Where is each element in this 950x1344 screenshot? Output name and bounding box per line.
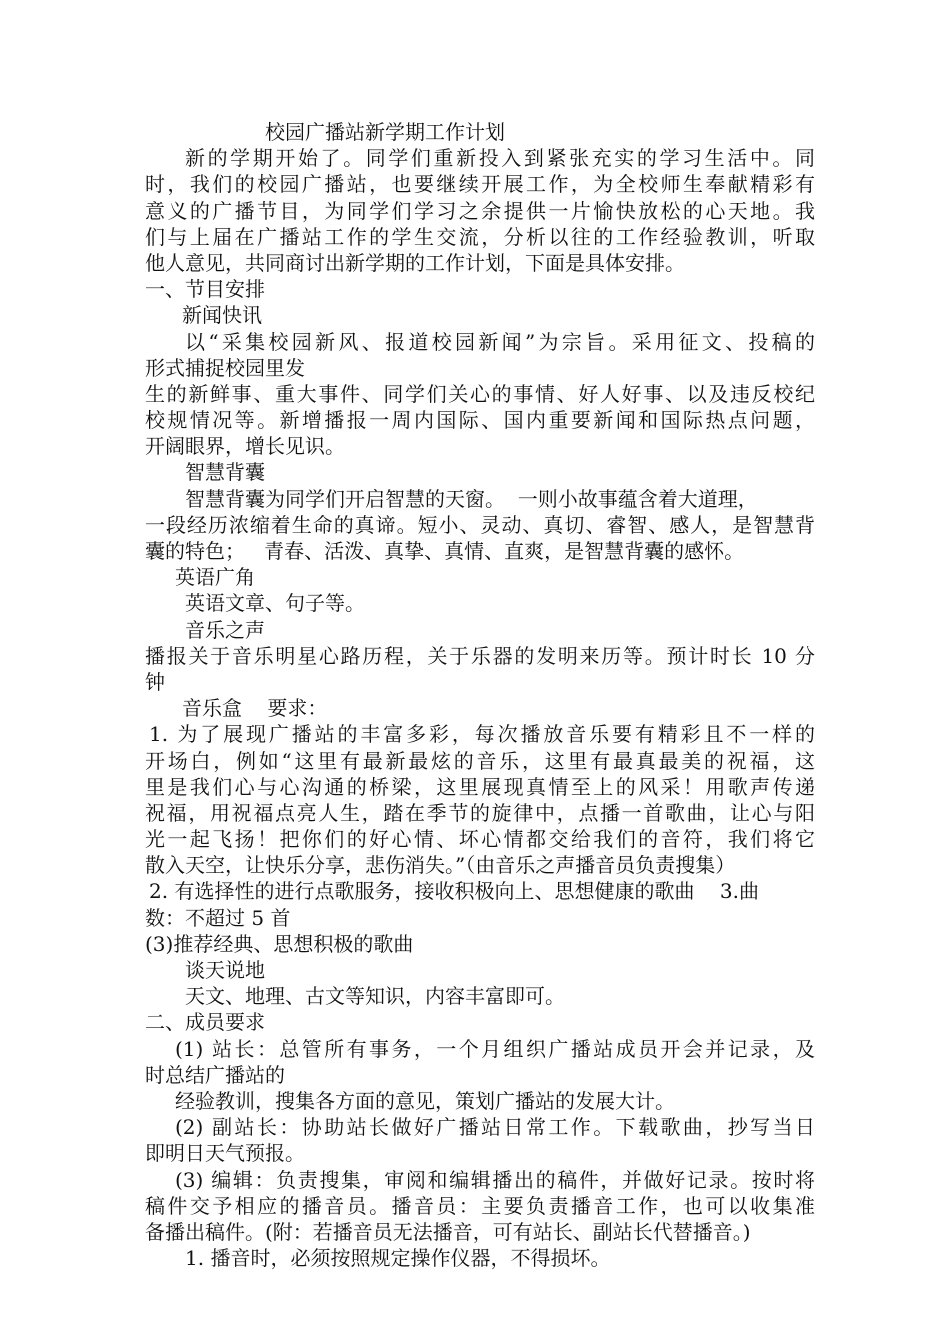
text-line: 光一起飞扬！把你们的好心情、坏心情都交给我们的音符，我们将它 — [145, 827, 815, 852]
subsection-heading: 新闻快讯 — [182, 303, 262, 328]
list-item: (3) 编辑：负责搜集，审阅和编辑播出的稿件，并做好记录。按时将 — [175, 1167, 815, 1192]
text-line: 时总结广播站的 — [145, 1062, 285, 1087]
text-line: 即明日天气预报。 — [145, 1141, 305, 1166]
text-line: 新的学期开始了。同学们重新投入到紧张充实的学习生活中。同 — [185, 146, 815, 171]
text-line: 英语文章、句子等。 — [185, 591, 365, 616]
text-line: 形式捕捉校园里发 — [145, 355, 305, 380]
text-line: 时，我们的校园广播站，也要继续开展工作，为全校师生奉献精彩有 — [145, 172, 815, 197]
section-heading: 二、成员要求 — [145, 1010, 265, 1035]
list-item: 1. 为了展现广播站的丰富多彩，每次播放音乐要有精彩且不一样的 — [149, 722, 815, 747]
subsection-heading: 英语广角 — [175, 565, 255, 590]
text-line: 散入天空，让快乐分享，悲伤消失。”（由音乐之声播音员负责搜集） — [145, 853, 736, 878]
text-line: 稿件交予相应的播音员。播音员：主要负责播音工作，也可以收集准 — [145, 1193, 815, 1218]
text-line: 经验教训，搜集各方面的意见，策划广播站的发展大计。 — [175, 1088, 675, 1113]
text-line: 钟 — [145, 669, 165, 694]
text-line: 智慧背囊为同学们开启智慧的天窗。 一则小故事蕴含着大道理， — [185, 486, 758, 511]
text-line: 开阔眼界，增长见识。 — [145, 434, 345, 459]
text-line: 以“采集校园新风、报道校园新闻”为宗旨。采用征文、投稿的 — [185, 329, 815, 354]
subsection-heading: 谈天说地 — [185, 958, 265, 982]
text-line: 们与上届在广播站工作的学生交流，分析以往的工作经验教训，听取 — [145, 224, 815, 249]
list-item: (2) 副站长：协助站长做好广播站日常工作。下载歌曲，抄写当日 — [175, 1115, 815, 1140]
text-line: 播报关于音乐明星心路历程，关于乐器的发明来历等。预计时长 10 分 — [145, 643, 815, 668]
section-heading: 一、节目安排 — [145, 277, 265, 302]
list-item: 1. 播音时，必须按照规定操作仪器，不得损坏。 — [185, 1246, 611, 1271]
list-item: 2. 有选择性的进行点歌服务，接收积极向上、思想健康的歌曲 3.曲 — [149, 879, 759, 904]
text-line: 意义的广播节目，为同学们学习之余提供一片愉快放松的心天地。我 — [145, 198, 815, 223]
list-item: (1) 站长：总管所有事务，一个月组织广播站成员开会并记录，及 — [175, 1036, 815, 1061]
text-line: 祝福，用祝福点亮人生，踏在季节的旋律中，点播一首歌曲，让心与阳 — [145, 800, 815, 825]
text-line: 备播出稿件。(附：若播音员无法播音，可有站长、副站长代替播音。) — [145, 1219, 751, 1244]
subsection-heading: 音乐之声 — [185, 617, 265, 642]
text-line: 一段经历浓缩着生命的真谛。短小、灵动、真切、睿智、感人，是智慧背 — [145, 512, 815, 537]
document-page — [145, 119, 815, 1271]
subsection-heading: 音乐盒 要求： — [182, 696, 328, 721]
subsection-heading: 智慧背囊 — [185, 460, 265, 485]
text-line: 校规情况等。新增播报一周内国际、国内重要新闻和国际热点问题， — [145, 408, 815, 433]
text-line: 他人意见，共同商讨出新学期的工作计划，下面是具体安排。 — [145, 250, 685, 275]
document-title: 校园广播站新学期工作计划 — [265, 120, 505, 144]
text-line: 里是我们心与心沟通的桥梁，这里展现真情至上的风采！用歌声传递 — [145, 774, 815, 799]
text-line: 天文、地理、古文等知识，内容丰富即可。 — [185, 984, 565, 1009]
text-line: 生的新鲜事、重大事件、同学们关心的事情、好人好事、以及违反校纪 — [145, 381, 815, 406]
text-line: 开场白，例如“这里有最新最炫的音乐，这里有最真最美的祝福，这 — [145, 748, 815, 773]
text-line: 数：不超过 5 首 — [145, 905, 291, 930]
text-line: 囊的特色； 青春、活泼、真挚、真情、直爽，是智慧背囊的感怀。 — [145, 539, 745, 563]
list-item: (3)推荐经典、思想积极的歌曲 — [145, 931, 414, 956]
